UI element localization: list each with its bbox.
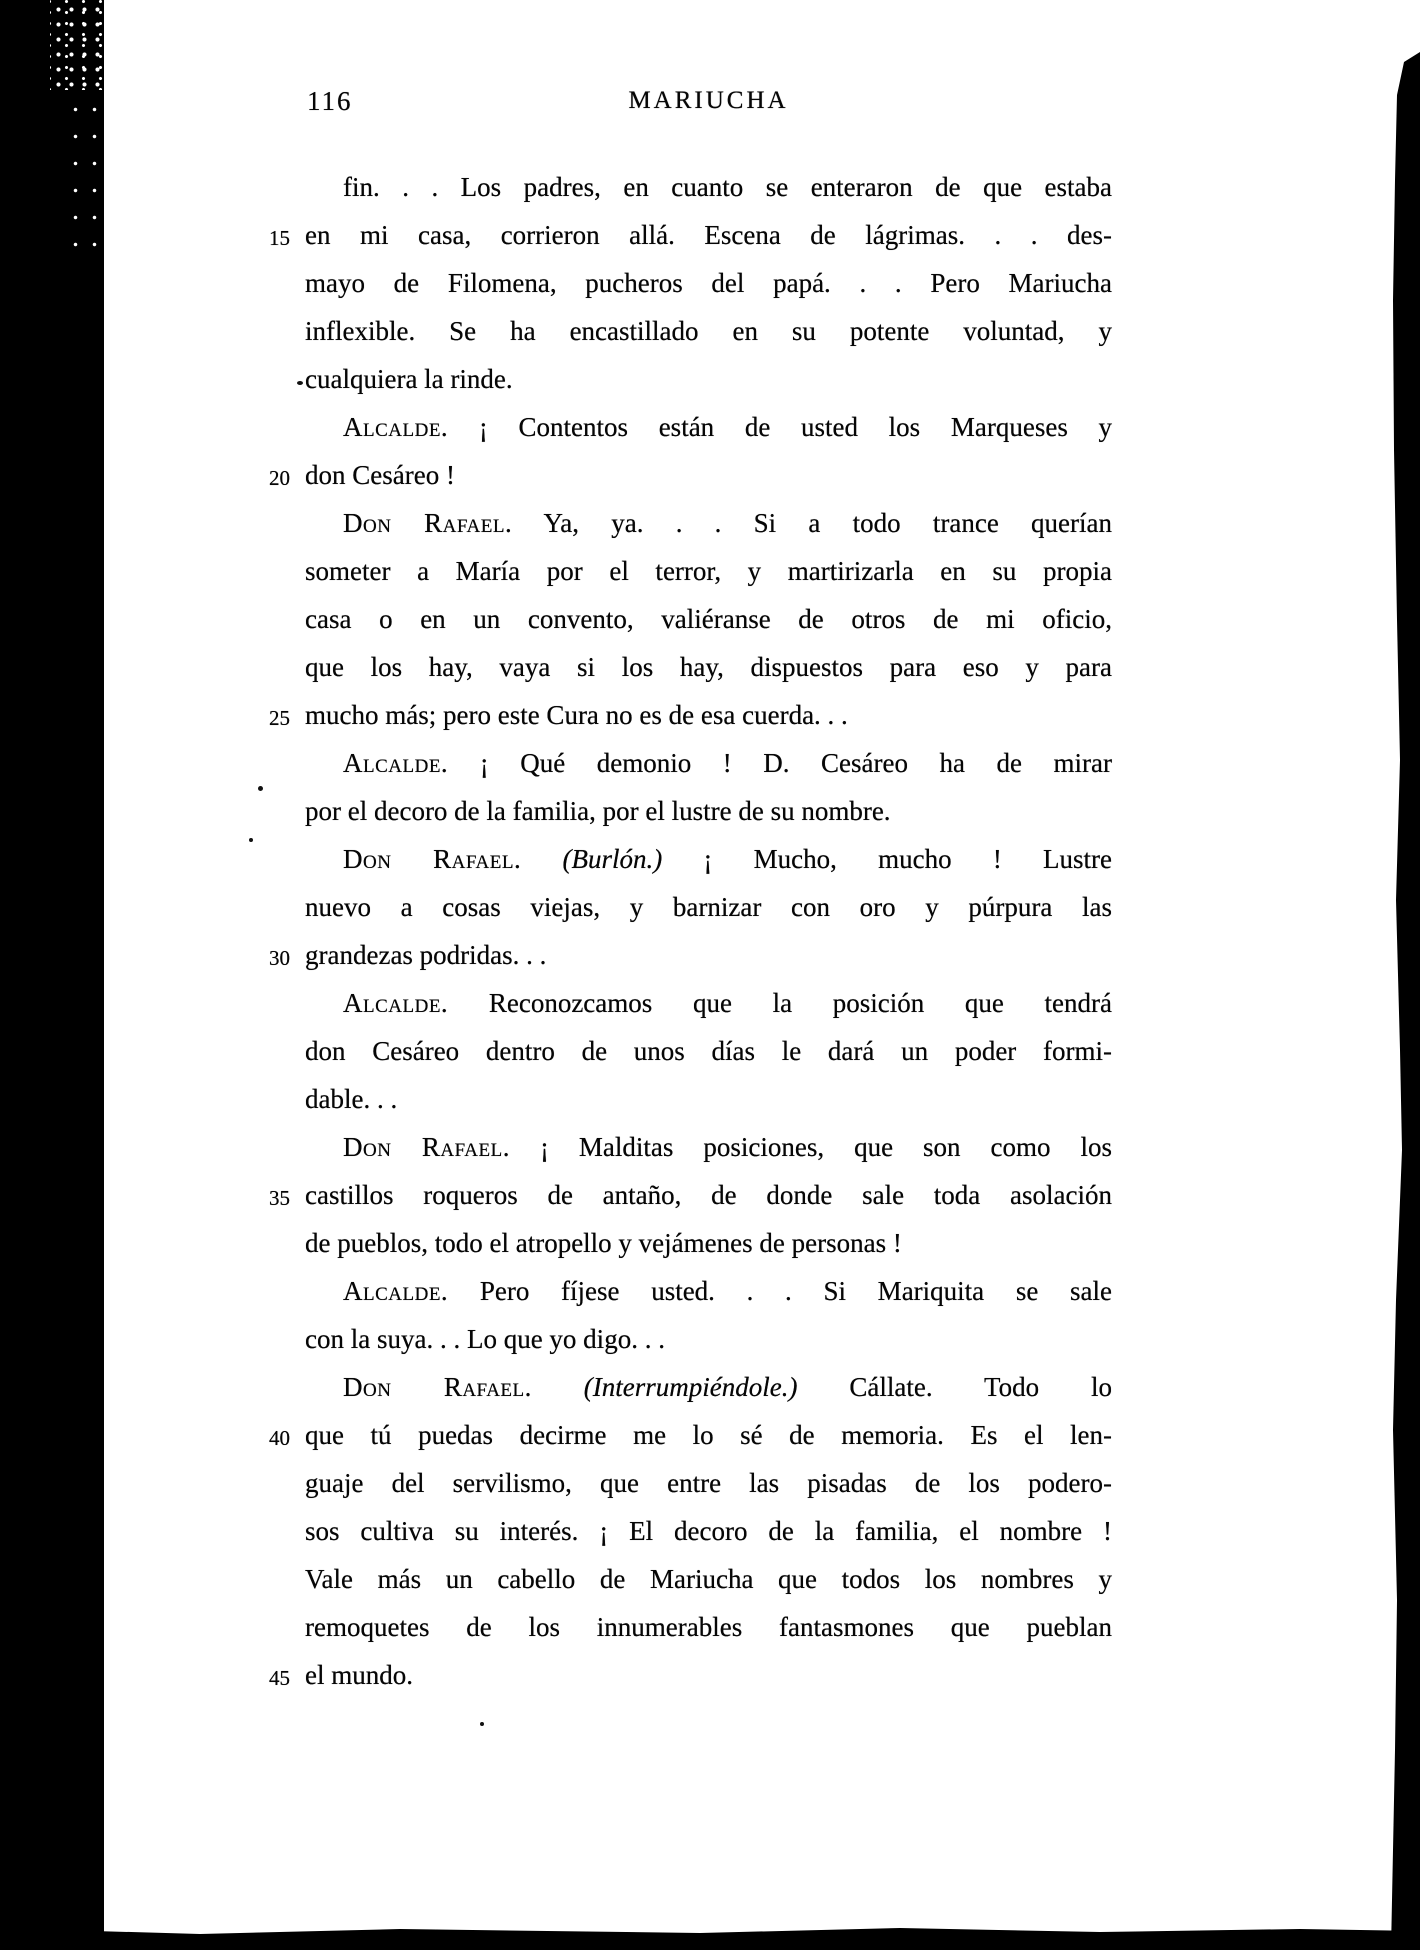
text-line xyxy=(305,403,1112,451)
speaker-name: Don Rafael. xyxy=(343,844,522,874)
dialogue-text: dable. . . xyxy=(305,1084,398,1114)
dialogue-text: por el decoro de la familia, por el lustre de su nombre. xyxy=(305,796,891,826)
dialogue-text: cualquiera la rinde. xyxy=(305,364,513,394)
text-line xyxy=(305,1219,1112,1267)
dialogue-text: mayo de Filomena, pucheros del papá. . . Pero Mariucha xyxy=(305,268,1112,298)
line-number: 45 xyxy=(269,1666,290,1690)
text-line xyxy=(305,1603,1112,1651)
dialogue-text: don Cesáreo dentro de unos días le dará un poder formi- xyxy=(305,1036,1112,1066)
speaker-name: Alcalde. xyxy=(343,412,449,442)
text-line xyxy=(305,1267,1112,1315)
text-line xyxy=(269,1171,1112,1219)
dialogue-text: mucho más; pero este Cura no es de esa cuerda. . . xyxy=(305,700,848,730)
text-line xyxy=(305,355,1112,403)
text-line xyxy=(305,1459,1112,1507)
text-line xyxy=(305,499,1112,547)
speaker-name: Don Rafael. xyxy=(343,508,513,538)
text-line xyxy=(305,1027,1112,1075)
dialogue-text: que los hay, vaya si los hay, dispuestos para eso y para xyxy=(305,652,1112,682)
dialogue-text: don Cesáreo ! xyxy=(305,460,455,490)
speaker-name: Alcalde. xyxy=(343,988,449,1018)
dialogue-text: nuevo a cosas viejas, y barnizar con oro y púrpura las xyxy=(305,892,1112,922)
text-line xyxy=(269,931,1112,979)
speaker-name: Don Rafael. xyxy=(343,1132,510,1162)
noise-speck xyxy=(249,838,253,842)
text-line xyxy=(305,259,1112,307)
line-number: 35 xyxy=(269,1186,290,1210)
stage-direction: (Interrumpiéndole.) xyxy=(531,1372,798,1402)
speaker-name: Alcalde. xyxy=(343,748,449,778)
text-line xyxy=(269,691,1112,739)
dialogue-text: ¡ Malditas posiciones, que son como los xyxy=(509,1132,1112,1162)
dialogue-text: Reconozcamos que la posición que tendrá xyxy=(448,988,1112,1018)
line-number: 20 xyxy=(269,466,290,490)
dialogue-text: con la suya. . . Lo que yo digo. . . xyxy=(305,1324,665,1354)
page-header xyxy=(305,84,1112,120)
dialogue-text: casa o en un convento, valiéranse de otros de mi oficio, xyxy=(305,604,1112,634)
noise-speck xyxy=(480,1722,484,1726)
bottom-scan-border xyxy=(0,1926,1420,1950)
text-line xyxy=(305,1315,1112,1363)
running-head: MARIUCHA xyxy=(628,87,789,114)
left-scan-border xyxy=(0,0,104,1950)
stage-direction: (Burlón.) xyxy=(521,844,663,874)
text-line xyxy=(305,739,1112,787)
text-line xyxy=(305,547,1112,595)
line-number: 40 xyxy=(269,1426,290,1450)
line-number: 30 xyxy=(269,946,290,970)
dialogue-text: grandezas podridas. . . xyxy=(305,940,547,970)
dialogue-text: ¡ Contentos están de usted los Marqueses y xyxy=(448,412,1112,442)
dialogue-text: Cállate. Todo lo xyxy=(797,1372,1112,1402)
dialogue-text: remoquetes de los innumerables fantasmones que pueblan xyxy=(305,1612,1112,1642)
dialogue-text: fin. . . Los padres, en cuanto se enteraron de que estaba xyxy=(343,172,1112,202)
text-line xyxy=(305,643,1112,691)
text-line xyxy=(305,1075,1112,1123)
dialogue-text: ¡ Mucho, mucho ! Lustre xyxy=(662,844,1113,874)
right-scan-edge xyxy=(1391,0,1420,1950)
speaker-name: Alcalde. xyxy=(343,1276,449,1306)
text-line xyxy=(305,1363,1112,1411)
dialogue-text: que tú puedas decirme me lo sé de memoria. Es el len- xyxy=(305,1420,1112,1450)
text-line xyxy=(269,451,1112,499)
dialogue-text: Pero fíjese usted. . . Si Mariquita se sale xyxy=(448,1276,1112,1306)
line-number: 25 xyxy=(269,706,290,730)
dialogue-text: sos cultiva su interés. ¡ El decoro de la familia, el nombre ! xyxy=(305,1516,1112,1546)
text-line xyxy=(269,1411,1112,1459)
text-line xyxy=(305,835,1112,883)
dialogue-text: castillos roqueros de antaño, de donde sale toda asolación xyxy=(305,1180,1112,1210)
dialogue-text: el mundo. xyxy=(305,1660,413,1690)
text-line xyxy=(305,1507,1112,1555)
text-block xyxy=(269,163,1113,1699)
page-number: 116 xyxy=(307,86,353,116)
dialogue-text: ¡ Qué demonio ! D. Cesáreo ha de mirar xyxy=(448,748,1112,778)
dialogue-text: someter a María por el terror, y martirizarla en su propia xyxy=(305,556,1112,586)
text-line xyxy=(305,1123,1112,1171)
line-number: 15 xyxy=(269,226,290,250)
dialogue-text: en mi casa, corrieron allá. Escena de lágrimas. . . des- xyxy=(305,220,1112,250)
noise-speck xyxy=(297,381,303,385)
speckle-texture xyxy=(62,90,106,250)
noise-speck xyxy=(258,786,263,791)
dialogue-text: Ya, ya. . . Si a todo trance querían xyxy=(512,508,1113,538)
text-line xyxy=(305,163,1112,211)
speaker-name: Don Rafael. xyxy=(343,1372,532,1402)
text-line xyxy=(305,1555,1112,1603)
dialogue-text: inflexible. Se ha encastillado en su potente voluntad, y xyxy=(305,316,1112,346)
dialogue-text: Vale más un cabello de Mariucha que todos los nombres y xyxy=(305,1564,1112,1594)
text-line xyxy=(269,1651,1112,1699)
text-line xyxy=(305,979,1112,1027)
text-line xyxy=(269,211,1112,259)
dialogue-text: guaje del servilismo, que entre las pisadas de los podero- xyxy=(305,1468,1112,1498)
dialogue-text: de pueblos, todo el atropello y vejámenes de personas ! xyxy=(305,1228,902,1258)
text-line xyxy=(305,787,1112,835)
speckle-texture xyxy=(50,0,106,90)
text-line xyxy=(305,883,1112,931)
text-line xyxy=(305,595,1112,643)
text-line xyxy=(305,307,1112,355)
